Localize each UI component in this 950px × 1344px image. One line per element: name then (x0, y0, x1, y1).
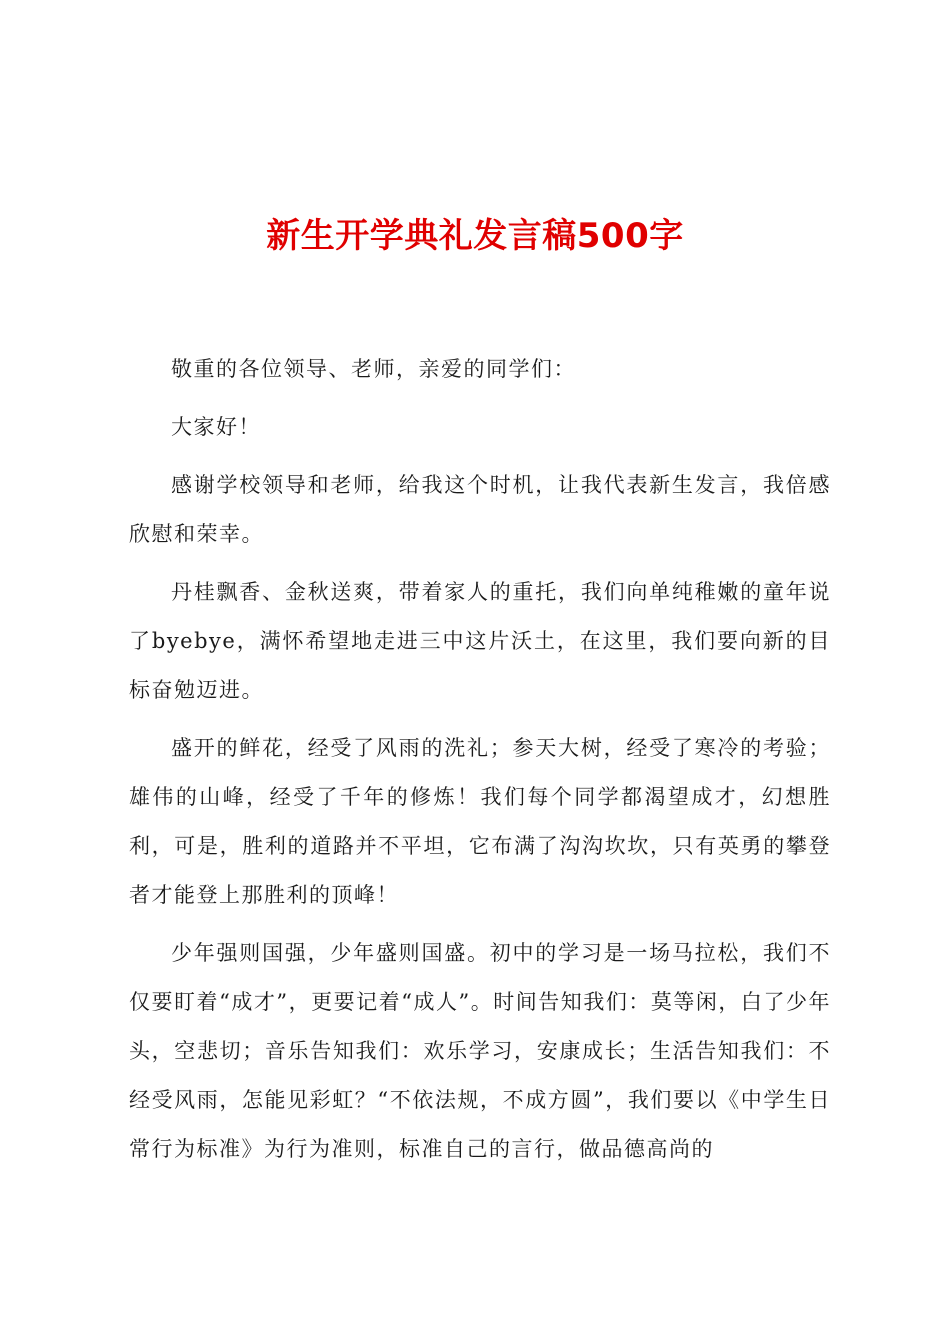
document-body (129, 345, 831, 1183)
paragraph-flowers: 盛开的鲜花，经受了风雨的洗礼；参天大树，经受了寒冷的考验；雄伟的山峰，经受了千年的修炼！我们每个同学都渴望成才，幻想胜利，可是，胜利的道路并不平坦，它布满了沟沟坎坎，只有英勇的攀登者才能登上那胜利的顶峰！ (129, 736, 831, 907)
paragraph-autumn: 丹桂飘香、金秋送爽，带着家人的重托，我们向单纯稚嫩的童年说了byebye，满怀希望地走进三中这片沃土，在这里，我们要向新的目标奋勉迈进。 (129, 580, 831, 702)
paragraph-greeting: 大家好！ (171, 415, 261, 439)
document-title: 新生开学典礼发言稿500字 (266, 216, 684, 256)
paragraph-thanks: 感谢学校领导和老师，给我这个时机，让我代表新生发言，我倍感欣慰和荣幸。 (129, 473, 831, 546)
paragraph-youth: 少年强则国强，少年盛则国盛。初中的学习是一场马拉松，我们不仅要盯着“成才”，更要记着“成人”。时间告知我们：莫等闲，白了少年头，空悲切；音乐告知我们：欢乐学习，安康成长；生活告知我们：不经受风雨，怎能见彩虹？“不依法规，不成方圆”，我们要以《中学生日常行为标准》为行为准则，标准自己的言行，做品德高尚的 (129, 941, 831, 1161)
paragraph-salutation: 敬重的各位领导、老师，亲爱的同学们： (171, 357, 576, 381)
